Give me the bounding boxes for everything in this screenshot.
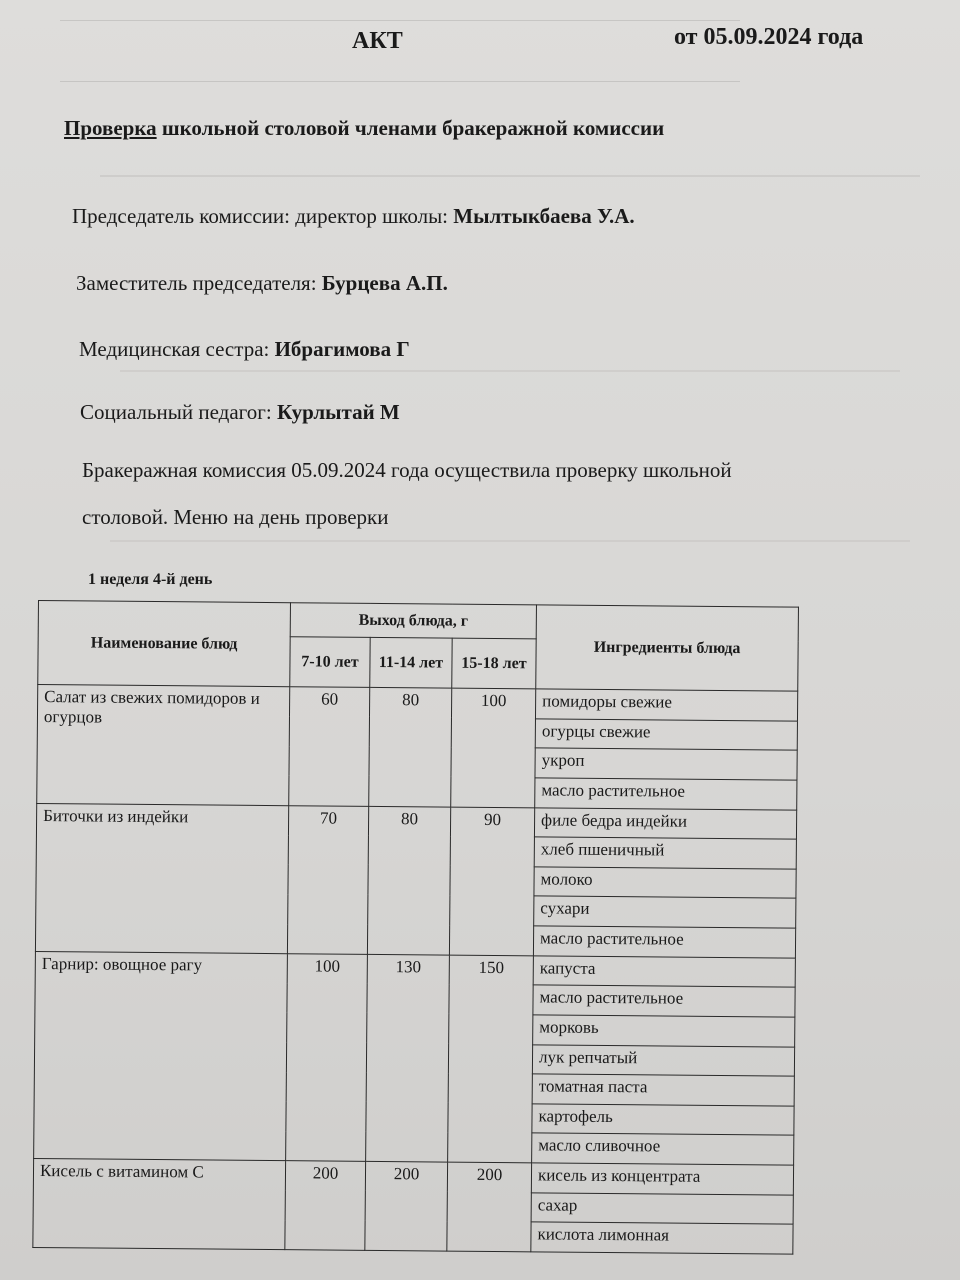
subtitle-rest: школьной столовой членами бракеражной комиссии [156, 116, 665, 140]
yield-7-10: 70 [287, 805, 368, 954]
ingredient: молоко [534, 867, 796, 899]
yield-11-14: 80 [367, 806, 450, 955]
dish-name: Кисель с витамином С [33, 1158, 286, 1249]
ingredient: масло сливочное [532, 1133, 794, 1165]
member-role: Медицинская сестра: [79, 337, 275, 361]
subtitle-underlined: Проверка [64, 116, 157, 140]
dish-name: Гарнир: овощное рагу [34, 951, 288, 1161]
document-subtitle [64, 116, 664, 141]
ingredient: помидоры свежие [535, 689, 797, 721]
member-name: Ибрагимова Г [274, 337, 410, 361]
ingredient: томатная паста [532, 1074, 794, 1106]
ingredient: кисель из концентрата [531, 1163, 793, 1195]
table-row [35, 951, 795, 987]
table-row [38, 685, 798, 721]
ingredient: лук репчатый [532, 1044, 794, 1076]
header-age-7-10: 7-10 лет [290, 637, 370, 688]
member-name: Мылтыкбаева У.А. [453, 204, 635, 228]
yield-7-10: 100 [286, 953, 368, 1161]
yield-11-14: 80 [369, 687, 452, 806]
menu-table [32, 600, 799, 1255]
ingredient: кислота лимонная [531, 1222, 793, 1254]
ingredient: укроп [535, 748, 797, 780]
header-ingredients: Ингредиенты блюда [536, 605, 799, 691]
ingredient: хлеб пшеничный [534, 837, 796, 869]
paragraph-line-1: Бракеражная комиссия 05.09.2024 года осуществила проверку школьной [82, 458, 732, 482]
yield-11-14: 200 [365, 1161, 448, 1251]
header-dish-name: Наименование блюд [38, 601, 291, 687]
act-date: от 05.09.2024 года [674, 24, 864, 50]
ingredient: масло растительное [533, 985, 795, 1017]
ingredient: огурцы свежие [535, 718, 797, 750]
table-row [33, 1158, 793, 1194]
show-through-texture [110, 540, 910, 542]
ingredient: морковь [533, 1015, 795, 1047]
member-name: Бурцева А.П. [321, 271, 448, 295]
header-yield: Выход блюда, г [290, 603, 536, 639]
ingredient: сухари [534, 896, 796, 928]
member-role: Заместитель председателя: [76, 271, 322, 295]
header-age-15-18: 15-18 лет [452, 638, 536, 689]
table-row [36, 803, 796, 839]
yield-15-18: 200 [447, 1162, 532, 1252]
week-label: 1 неделя 4-й день [88, 571, 213, 588]
member-role: Председатель комиссии: директор школы: [72, 204, 454, 228]
member-name: Курлытай М [276, 400, 400, 424]
ingredient: филе бедра индейки [534, 807, 796, 839]
dish-name: Салат из свежих помидоров и огурцов [37, 685, 290, 806]
ingredient: картофель [532, 1104, 794, 1136]
yield-15-18: 100 [451, 688, 536, 807]
member-social-teacher [80, 400, 400, 425]
dish-name: Биточки из индейки [35, 803, 288, 953]
show-through-texture [120, 370, 900, 372]
member-chair [72, 204, 635, 229]
act-title: АКТ [352, 28, 403, 54]
yield-7-10: 200 [285, 1161, 366, 1251]
yield-15-18: 150 [448, 955, 534, 1163]
member-nurse [79, 337, 410, 362]
member-deputy [76, 271, 448, 296]
ingredient: капуста [533, 955, 795, 987]
paragraph-line-2: столовой. Меню на день проверки [82, 505, 389, 529]
member-role: Социальный педагог: [80, 400, 277, 424]
yield-7-10: 60 [289, 687, 370, 806]
yield-11-14: 130 [366, 954, 450, 1162]
ingredient: масло растительное [535, 778, 797, 810]
header-age-11-14: 11-14 лет [370, 637, 452, 688]
ingredient: сахар [531, 1192, 793, 1224]
yield-15-18: 90 [449, 807, 534, 956]
ingredient: масло растительное [533, 926, 795, 958]
show-through-texture [100, 175, 920, 177]
